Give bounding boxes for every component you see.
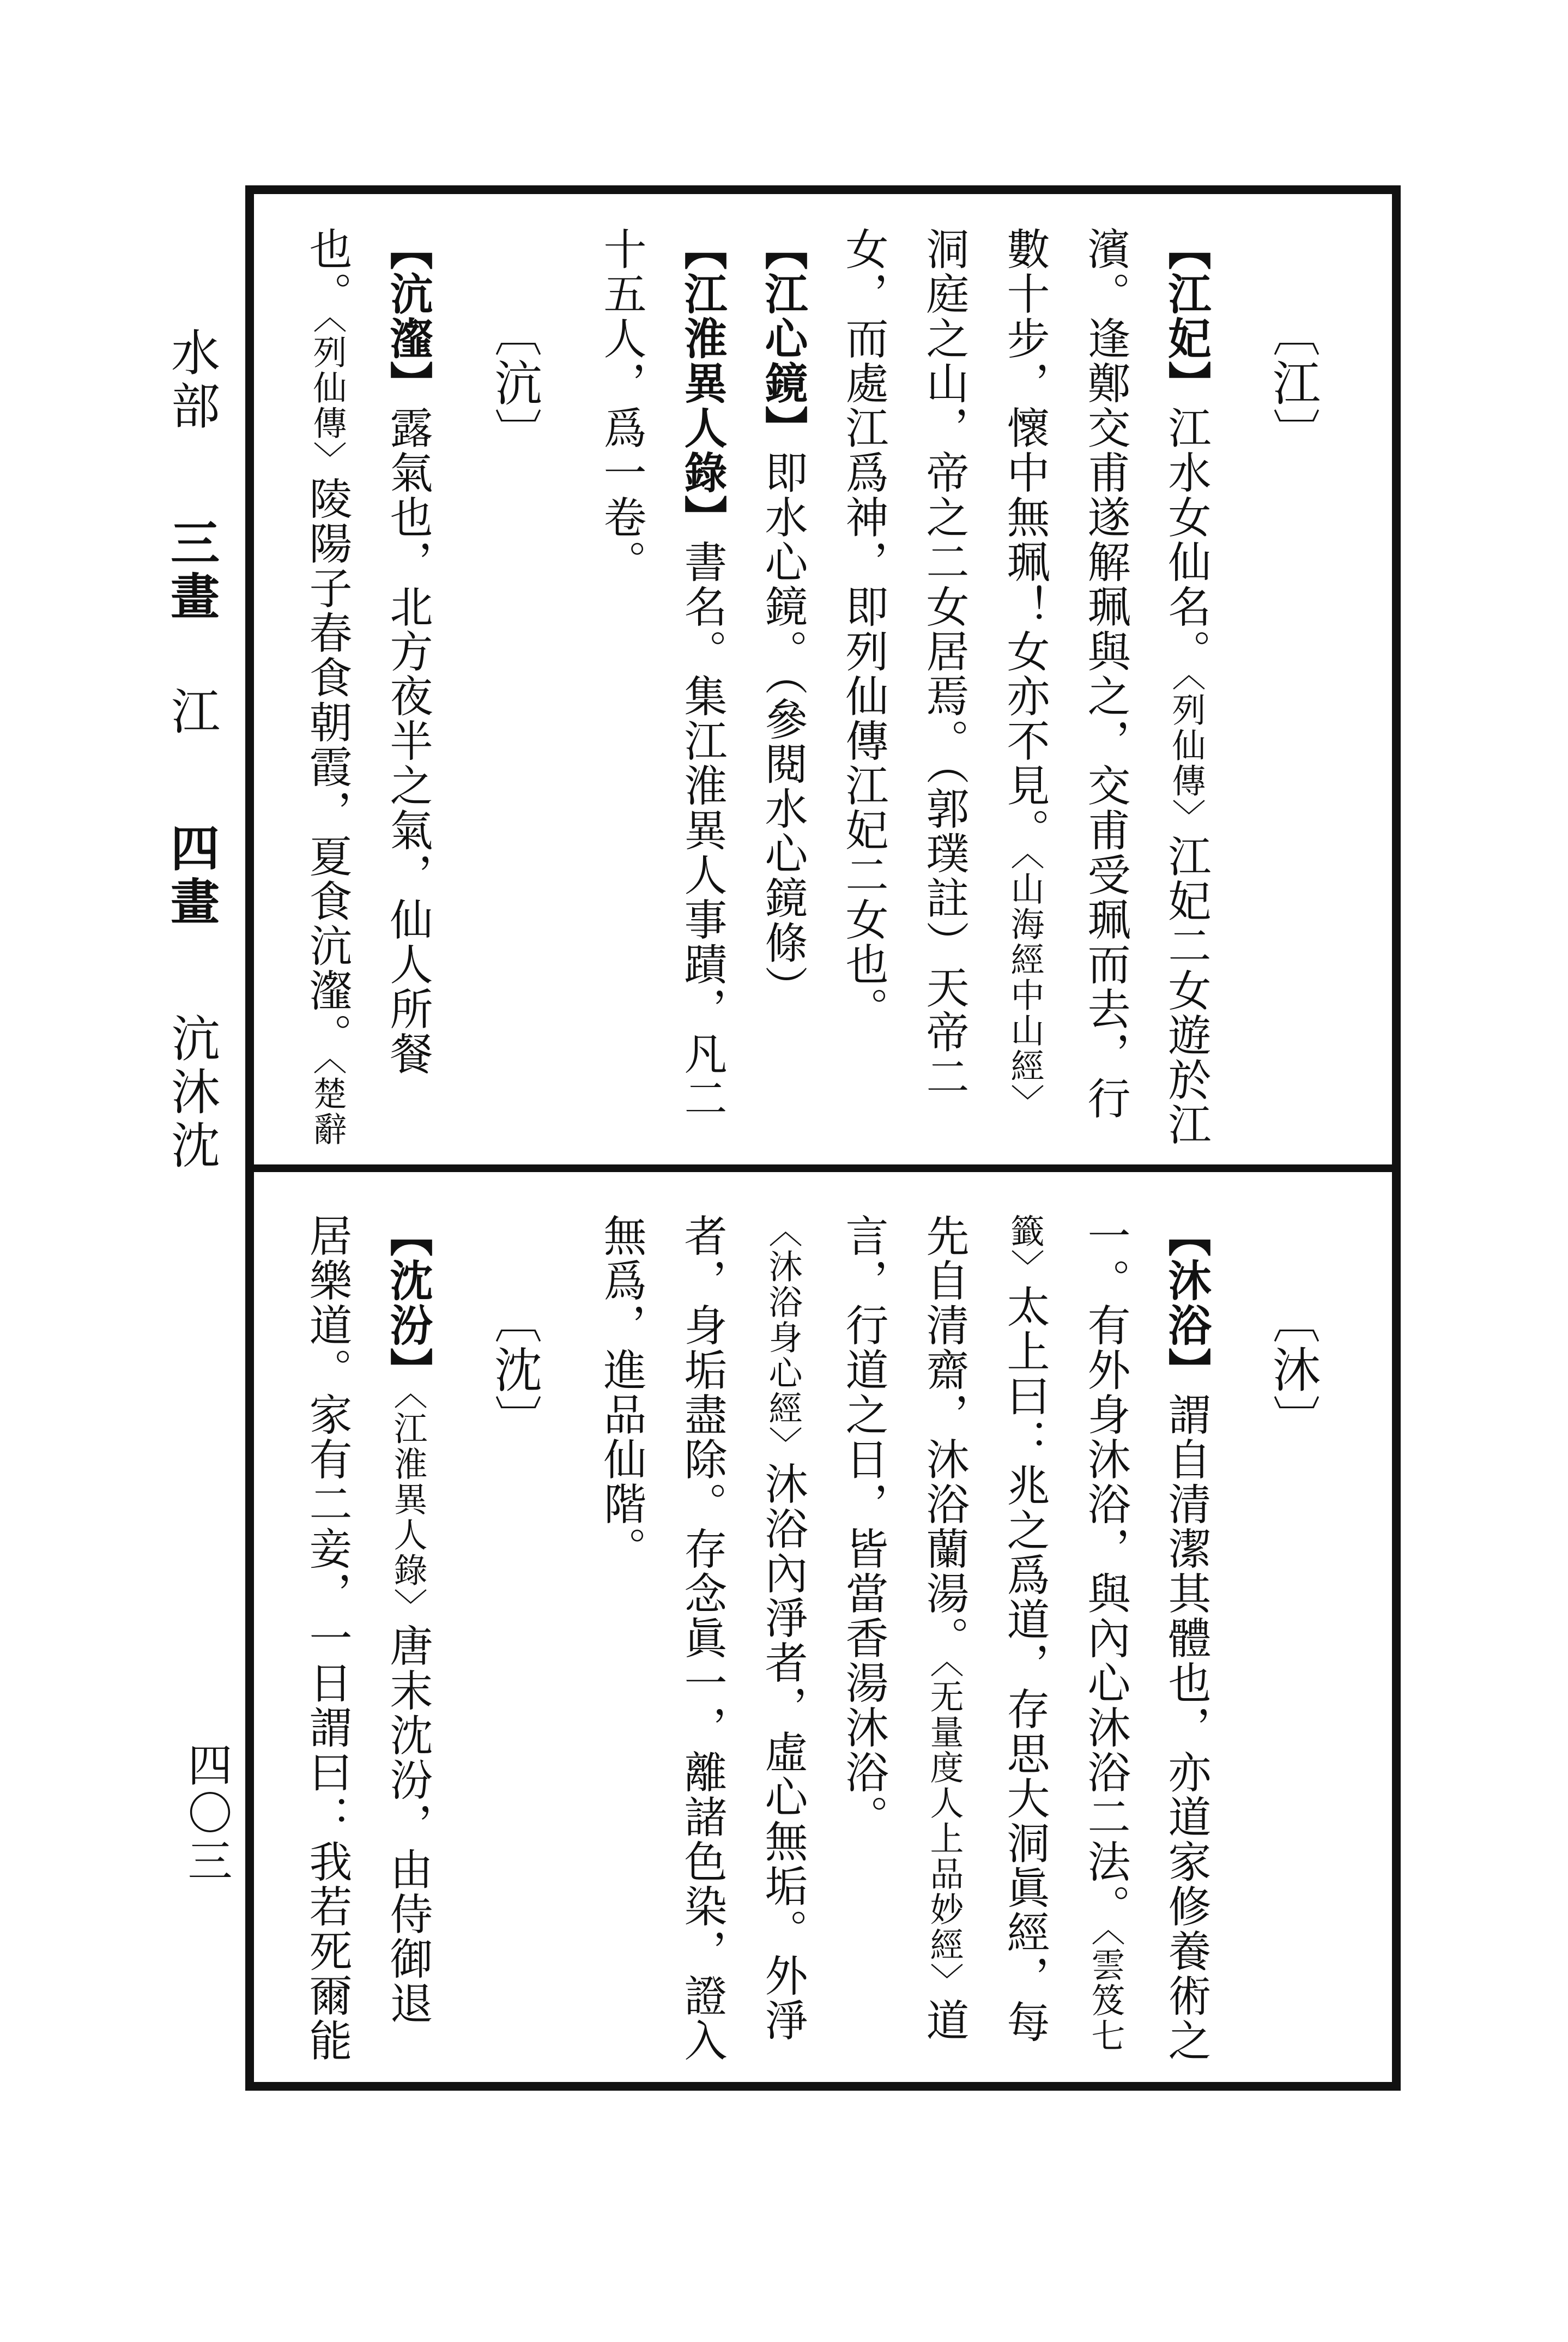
heading-mu: 〔沐〕: [1265, 1295, 1321, 1444]
entry-text: 江水女仙名。: [1161, 406, 1211, 674]
entry-hangxie: [287, 227, 448, 1148]
top-panel: [287, 227, 1359, 1148]
source-citation: 〈楚辭: [307, 1058, 347, 1147]
entry-text: 書名。集江淮異人事蹟，凡二十五人，爲一卷。: [596, 227, 727, 1121]
bottom-panel: [287, 1214, 1359, 2064]
entry-text: 江妃二女遊於江濱。逢鄭交甫遂解珮與之，交甫受珮而去，行數十步，懷中無珮！女亦不見。: [1000, 227, 1211, 1147]
entry-text: 謂自清潔其體也，亦道家修養術之一。有外身沐浴，與內心沐浴二法。: [1080, 1214, 1211, 2063]
entry-keyword: 【沈汾】: [383, 1214, 433, 1392]
heading-shen: 〔沈〕: [487, 1295, 543, 1444]
entry-text: 即水心鏡。（參閱水心鏡條）: [758, 450, 808, 1010]
header-stroke3: 三畫: [162, 517, 220, 624]
entry-keyword: 【江淮異人錄】: [677, 227, 728, 540]
source-citation: 〈列仙傳〉: [307, 316, 347, 476]
entry-text: 沐浴內淨者，虛心無垢。外淨者，身垢盡除。存念眞一，離諸色染，證入無爲，進品仙階。: [596, 1214, 808, 2063]
source-citation: 〈雲笈七籤〉: [1005, 1214, 1125, 2054]
heading-hang: 〔沆〕: [487, 309, 543, 457]
entry-keyword: 【江心鏡】: [758, 227, 808, 450]
entry-jiangxinjing: [742, 227, 823, 1148]
source-citation: 〈列仙傳〉: [1166, 674, 1206, 834]
dictionary-frame: [245, 185, 1401, 2091]
entry-keyword: 【沆瀣】: [383, 227, 433, 406]
entry-text: 唐末沈汾，由侍御退居樂道。家有二妾，一日謂曰：我若死爾能: [302, 1214, 433, 2063]
source-citation: 〈江淮異人錄〉: [388, 1392, 428, 1623]
source-citation: 〈无量度人上品妙經〉: [924, 1661, 964, 1998]
header-stroke4: 四畫: [162, 823, 220, 929]
entry-text: 露氣也，北方夜半之氣，仙人所餐也。: [302, 227, 433, 1076]
entry-muyu: [581, 1214, 1226, 2064]
entry-jianghuai: [581, 227, 742, 1148]
header-chars3: 江: [162, 686, 220, 739]
source-citation: 〈山海經中山經〉: [1005, 853, 1045, 1119]
panel-divider: [254, 1164, 1392, 1172]
heading-jiang: 〔江〕: [1265, 309, 1321, 457]
entry-text: 太上曰：兆之爲道，存思大洞眞經，每先自清齋，沐浴蘭湯。: [919, 1214, 1050, 2044]
entry-text: 洞庭之山，帝之二女居焉。（郭璞註）天帝二女，而處江爲神，即列仙傳江妃二女也。: [838, 227, 969, 1100]
entry-jiangfei: [823, 227, 1226, 1148]
page-number: 四〇三: [180, 1742, 232, 1886]
header-chars4: 沆沐沈: [162, 1013, 220, 1173]
entry-text: 道言，行道之日，皆當香湯沐浴。: [838, 1214, 969, 2043]
header-section: 水部: [162, 327, 220, 434]
running-header: [155, 327, 226, 1173]
entry-shenfen: [287, 1214, 448, 2064]
entry-keyword: 【沐浴】: [1161, 1214, 1212, 1392]
source-citation: 〈沐浴身心經〉: [763, 1214, 803, 1462]
entry-keyword: 【江妃】: [1161, 227, 1212, 406]
entry-text: 陵陽子春食朝霞，夏食沆瀣。: [302, 476, 352, 1058]
